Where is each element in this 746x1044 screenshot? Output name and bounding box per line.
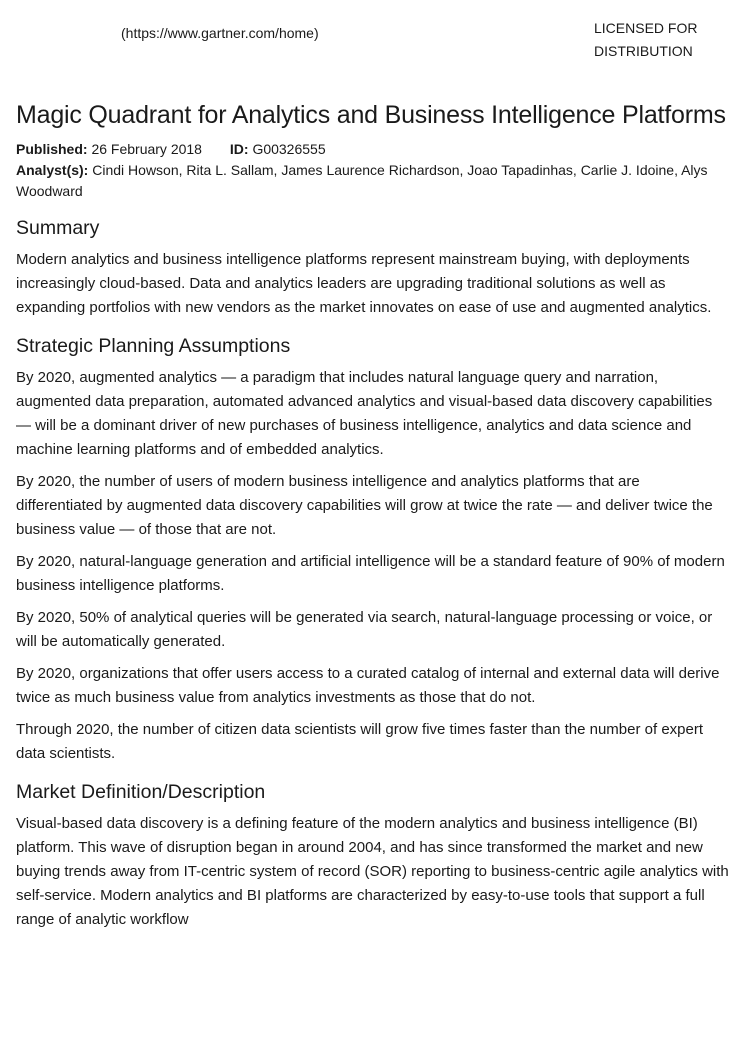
published-label: Published: bbox=[16, 141, 88, 157]
summary-section bbox=[16, 216, 730, 320]
document-title: Magic Quadrant for Analytics and Business Intelligence Platforms bbox=[16, 101, 726, 129]
license-line-2: DISTRIBUTION bbox=[594, 43, 693, 59]
assumption-paragraph: By 2020, augmented analytics — a paradigm that includes natural language query and narration, augmented data preparation, automated advanced analytics and visual-based data discovery capabilities — will be a dominant driver of new purchases of business intelligence, analytics and data science and machine learning platforms and of embedded analytics. bbox=[16, 369, 713, 458]
summary-heading: Summary bbox=[16, 217, 100, 239]
strategic-planning-section bbox=[16, 334, 730, 766]
assumption-paragraph: By 2020, natural-language generation and artificial intelligence will be a standard feature of 90% of modern business intelligence platforms. bbox=[16, 553, 725, 594]
document-meta bbox=[16, 139, 730, 202]
summary-text: Modern analytics and business intelligence platforms represent mainstream buying, with deployments increasingly cloud-based. Data and analytics leaders are upgrading traditional solutions as well as expanding portfolios with new vendors as the market innovates on ease of use and augmented analytics. bbox=[16, 251, 712, 316]
published-date: 26 February 2018 bbox=[91, 141, 202, 157]
market-definition-section bbox=[16, 780, 730, 932]
page-header bbox=[16, 0, 730, 80]
assumption-paragraph: By 2020, the number of users of modern business intelligence and analytics platforms that are differentiated by augmented data discovery capabilities will grow at twice the rate — and deliver twice the business value — of those that are not. bbox=[16, 473, 713, 538]
strategic-planning-heading: Strategic Planning Assumptions bbox=[16, 335, 291, 357]
license-line-1: LICENSED FOR bbox=[594, 20, 698, 36]
analysts-names: Cindi Howson, Rita L. Sallam, James Laurence Richardson, Joao Tapadinhas, Carlie J. Idoine, Alys Woodward bbox=[16, 162, 708, 199]
license-notice bbox=[594, 17, 710, 63]
market-definition-heading: Market Definition/Description bbox=[16, 781, 266, 803]
id-label: ID: bbox=[229, 141, 249, 157]
assumption-paragraph: By 2020, 50% of analytical queries will be generated via search, natural-language processing or voice, or will be automatically generated. bbox=[16, 609, 713, 650]
assumption-paragraph: By 2020, organizations that offer users access to a curated catalog of internal and external data will derive twice as much business value from analytics investments as those that do not. bbox=[16, 665, 720, 706]
analysts-info bbox=[16, 160, 730, 202]
assumption-paragraph: Through 2020, the number of citizen data scientists will grow five times faster than the number of expert data scientists. bbox=[16, 721, 704, 762]
analysts-label: Analyst(s): bbox=[16, 162, 89, 178]
gartner-home-link[interactable]: (https://www.gartner.com/home) bbox=[121, 25, 319, 41]
publication-info bbox=[16, 139, 730, 160]
document-id: G00326555 bbox=[252, 141, 326, 157]
market-definition-text: Visual-based data discovery is a defining feature of the modern analytics and business intelligence (BI) platform. This wave of disruption began in around 2004, and has since transformed the market and new buying trends away from IT-centric system of record (SOR) reporting to business-centric agile analytics with self-service. Modern analytics and BI platforms are characterized by easy-to-use tools that support a full range of analytic workflow bbox=[16, 815, 729, 928]
